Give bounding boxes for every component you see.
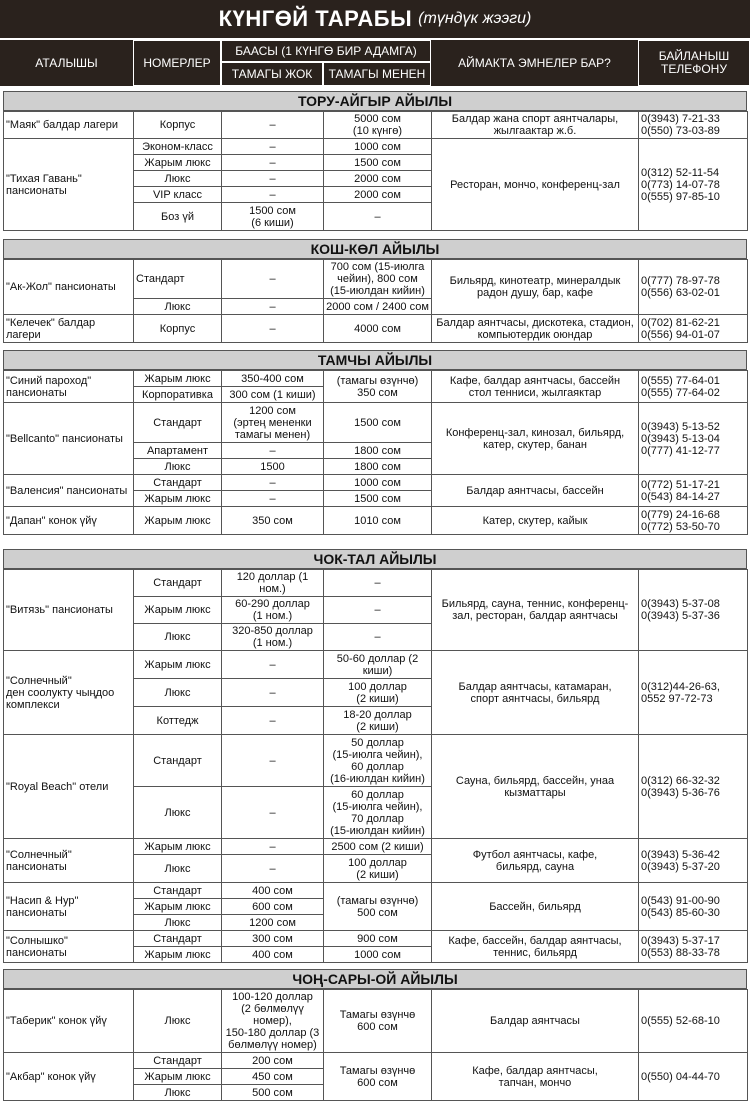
amenities: Кафе, балдар аянтчасы, тапчан, мончо [432,1053,639,1101]
price-no-food: 300 сом (1 киши) [222,387,324,403]
room-type: Стандарт [134,735,222,787]
price-with-food: 1500 сом [324,491,432,507]
section-5 [3,969,747,1101]
header-amenities: АЙМАКТА ЭМНЕЛЕР БАР? [431,40,638,86]
price-with-food: 1000 сом [324,475,432,491]
venue-name: "Тихая Гавань" пансионаты [4,139,134,231]
amenities: Балдар аянтчасы, катамаран, спорт аянтчасы, бильярд [432,651,639,735]
price-with-food: Тамагы өзүнчө 600 сом [324,1053,432,1101]
room-type: Люкс [134,299,222,315]
price-with-food: – [324,597,432,624]
price-with-food: – [324,203,432,231]
contact-phone: 0(3943) 5-37-17 0(553) 88-33-78 [639,931,748,963]
room-type: Стандарт [134,570,222,597]
venue-name: "Дапан" конок үйү [4,507,134,535]
price-with-food: 2000 сом / 2400 сом [324,299,432,315]
section-title: ТОРУ-АЙГЫР АЙЫЛЫ [3,91,747,111]
page-banner [0,0,750,38]
price-with-food: 100 доллар (2 киши) [324,679,432,707]
price-no-food: – [222,787,324,839]
price-with-food: Тамагы өзүнчө 600 сом [324,990,432,1053]
contact-phone: 0(312) 52-11-54 0(773) 14-07-78 0(555) 97-85-10 [639,139,748,231]
table-row [4,839,748,855]
contact-phone: 0(3943) 5-13-52 0(3943) 5-13-04 0(777) 41-12-77 [639,403,748,475]
price-with-food: 5000 сом (10 күнгө) [324,112,432,139]
price-no-food: 300 сом [222,931,324,947]
table-row [4,651,748,679]
venue-name: "Витязь" пансионаты [4,570,134,651]
venue-name: "Валенсия" пансионаты [4,475,134,507]
room-type: Жарым люкс [134,839,222,855]
price-no-food: 400 сом [222,947,324,963]
amenities: Футбол аянтчасы, кафе, бильярд, сауна [432,839,639,883]
price-no-food: 320-850 доллар (1 ном.) [222,624,324,651]
price-no-food: – [222,139,324,155]
price-no-food: 1200 сом [222,915,324,931]
header-with-food: ТАМАГЫ МЕНЕН [323,62,431,86]
room-type: Коттедж [134,707,222,735]
price-with-food: 2000 сом [324,187,432,203]
room-type: Жарым люкс [134,371,222,387]
contact-phone: 0(550) 04-44-70 [639,1053,748,1101]
price-with-food: 1000 сом [324,947,432,963]
price-no-food: 1200 сом (эртең мененки тамагы менен) [222,403,324,443]
section-table [3,111,748,231]
table-row [4,507,748,535]
price-no-food: – [222,187,324,203]
room-type: Люкс [134,679,222,707]
price-with-food: – [324,624,432,651]
venue-name: "Солнечный" пансионаты [4,839,134,883]
table-row [4,315,748,343]
price-with-food: 2500 сом (2 киши) [324,839,432,855]
room-type: Корпус [134,112,222,139]
price-no-food: 350 сом [222,507,324,535]
table-row [4,260,748,299]
table-row [4,112,748,139]
price-with-food: 50-60 доллар (2 киши) [324,651,432,679]
price-with-food: 1010 сом [324,507,432,535]
section-table [3,989,748,1101]
banner-title: КҮНГӨЙ ТАРАБЫ [218,6,413,31]
contact-phone: 0(3943) 5-37-08 0(3943) 5-37-36 [639,570,748,651]
price-no-food: – [222,475,324,491]
amenities: Балдар аянтчасы, дискотека, стадион, компьютердик оюндар [432,315,639,343]
contact-phone: 0(555) 52-68-10 [639,990,748,1053]
table-row [4,931,748,947]
room-type: Эконом-класс [134,139,222,155]
section-title: КОШ-КӨЛ АЙЫЛЫ [3,239,747,259]
room-type: Люкс [134,459,222,475]
price-no-food: – [222,491,324,507]
room-type: Стандарт [134,1053,222,1069]
venue-name: "Синий пароход" пансионаты [4,371,134,403]
price-no-food: 100-120 доллар (2 бөлмөлүү номер), 150-180 доллар (3 бөлмөлүү номер) [222,990,324,1053]
price-with-food: (тамагы өзүнчө) 500 сом [324,883,432,931]
price-no-food: 200 сом [222,1053,324,1069]
header-name: АТАЛЫШЫ [0,40,133,86]
venue-name: "Солнышко" пансионаты [4,931,134,963]
price-no-food: – [222,855,324,883]
price-no-food: – [222,315,324,343]
amenities: Балдар аянтчасы, бассейн [432,475,639,507]
venue-name: "Royal Beach" отели [4,735,134,839]
room-type: Люкс [134,1085,222,1101]
contact-phone: 0(3943) 7-21-33 0(550) 73-03-89 [639,112,748,139]
price-no-food: 450 сом [222,1069,324,1085]
price-with-food: 1000 сом [324,139,432,155]
price-with-food: (тамагы өзүнчө) 350 сом [324,371,432,403]
room-type: Жарым люкс [134,155,222,171]
contact-phone: 0(779) 24-16-68 0(772) 53-50-70 [639,507,748,535]
room-type: Стандарт [134,883,222,899]
table-row [4,475,748,491]
price-with-food: 50 доллар (15-июлга чейин), 60 доллар (16-июлдан кийин) [324,735,432,787]
room-type: Апартамент [134,443,222,459]
venue-name: "Солнечный" ден соолукту чыңдоо комплекси [4,651,134,735]
amenities: Бильярд, сауна, теннис, конференц- зал, ресторан, балдар аянтчасы [432,570,639,651]
amenities: Бассейн, бильярд [432,883,639,931]
price-with-food: 1500 сом [324,155,432,171]
venue-name: "Насип & Нур" пансионаты [4,883,134,931]
amenities: Кафе, балдар аянтчасы, бассейн стол тенниси, жылгаяктар [432,371,639,403]
table-row [4,570,748,597]
amenities: Конференц-зал, кинозал, бильярд, катер, скутер, банан [432,403,639,475]
section-table [3,259,748,343]
price-with-food: 1500 сом [324,403,432,443]
contact-phone: 0(3943) 5-36-42 0(3943) 5-37-20 [639,839,748,883]
price-no-food: – [222,171,324,187]
venue-name: "Таберик" конок үйү [4,990,134,1053]
contact-phone: 0(772) 51-17-21 0(543) 84-14-27 [639,475,748,507]
room-type: Стандарт [134,475,222,491]
section-title: ТАМЧЫ АЙЫЛЫ [3,350,747,370]
price-no-food: – [222,651,324,679]
price-no-food: – [222,155,324,171]
table-row [4,371,748,387]
price-no-food: – [222,112,324,139]
venue-name: "Маяк" балдар лагери [4,112,134,139]
contact-phone: 0(543) 91-00-90 0(543) 85-60-30 [639,883,748,931]
room-type: Люкс [134,624,222,651]
table-row [4,403,748,443]
price-no-food: 600 сом [222,899,324,915]
amenities: Катер, скутер, кайык [432,507,639,535]
room-type: Люкс [134,787,222,839]
room-type: Жарым люкс [134,651,222,679]
section-table [3,569,748,963]
price-with-food: 700 сом (15-июлга чейин), 800 сом (15-июлдан кийин) [324,260,432,299]
contact-phone: 0(555) 77-64-01 0(555) 77-64-02 [639,371,748,403]
section-4 [3,549,747,963]
price-no-food: – [222,707,324,735]
price-no-food: – [222,839,324,855]
price-no-food: – [222,679,324,707]
price-with-food: 2000 сом [324,171,432,187]
section-3 [3,350,747,535]
contact-phone: 0(702) 81-62-21 0(556) 94-01-07 [639,315,748,343]
room-type: Люкс [134,171,222,187]
banner-subtitle: (түндүк жээги) [418,10,532,27]
venue-name: "Келечек" балдар лагери [4,315,134,343]
price-with-food: 1800 сом [324,443,432,459]
amenities: Бильярд, кинотеатр, минералдык радон душу, бар, кафе [432,260,639,315]
price-with-food: 900 сом [324,931,432,947]
room-type: Жарым люкс [134,597,222,624]
contact-phone: 0(777) 78-97-78 0(556) 63-02-01 [639,260,748,315]
amenities: Балдар жана спорт аянтчалары, жылгаактар ж.б. [432,112,639,139]
amenities: Балдар аянтчасы [432,990,639,1053]
room-type: Корпус [134,315,222,343]
price-with-food: – [324,570,432,597]
price-no-food: 350-400 сом [222,371,324,387]
contact-phone: 0(312) 66-32-32 0(3943) 5-36-76 [639,735,748,839]
section-2 [3,239,747,343]
room-type: Люкс [134,990,222,1053]
header-phone: БАЙЛАНЫШ ТЕЛЕФОНУ [638,40,750,86]
price-with-food: 1800 сом [324,459,432,475]
venue-name: "Акбар" конок үйү [4,1053,134,1101]
price-with-food: 4000 сом [324,315,432,343]
header-rooms: НОМЕРЛЕР [133,40,221,86]
venue-name: "Bellcanto" пансионаты [4,403,134,475]
price-no-food: 1500 сом (6 киши) [222,203,324,231]
price-no-food: – [222,735,324,787]
room-type: Стандарт [134,931,222,947]
price-with-food: 60 доллар (15-июлга чейин), 70 доллар (15-июлдан кийин) [324,787,432,839]
room-type: Жарым люкс [134,899,222,915]
room-type: Жарым люкс [134,507,222,535]
room-type: Жарым люкс [134,1069,222,1085]
header-price: БААСЫ (1 КҮНГӨ БИР АДАМГА) [221,40,431,62]
room-type: VIP класс [134,187,222,203]
price-no-food: 500 сом [222,1085,324,1101]
section-table [3,370,748,535]
table-row [4,883,748,899]
section-title: ЧОҢ-САРЫ-ОЙ АЙЫЛЫ [3,969,747,989]
price-no-food: 60-290 доллар (1 ном.) [222,597,324,624]
amenities: Ресторан, мончо, конференц-зал [432,139,639,231]
price-with-food: 18-20 доллар (2 киши) [324,707,432,735]
room-type: Люкс [134,915,222,931]
room-type: Корпоративка [134,387,222,403]
price-no-food: 120 доллар (1 ном.) [222,570,324,597]
venue-name: "Ак-Жол" пансионаты [4,260,134,315]
table-row [4,1053,748,1069]
section-1 [3,91,747,231]
price-no-food: – [222,299,324,315]
contact-phone: 0(312)44-26-63, 0552 97-72-73 [639,651,748,735]
price-no-food: – [222,260,324,299]
amenities: Сауна, бильярд, бассейн, унаа кызматтары [432,735,639,839]
table-row [4,139,748,155]
room-type: Жарым люкс [134,491,222,507]
price-with-food: 100 доллар (2 киши) [324,855,432,883]
room-type: Люкс [134,855,222,883]
amenities: Кафе, бассейн, балдар аянтчасы, теннис, бильярд [432,931,639,963]
table-row [4,990,748,1053]
header-no-food: ТАМАГЫ ЖОК [221,62,323,86]
room-type: Жарым люкс [134,947,222,963]
table-header [0,40,750,86]
price-no-food: 1500 [222,459,324,475]
table-row [4,735,748,787]
room-type: Стандарт [134,403,222,443]
section-title: ЧОК-ТАЛ АЙЫЛЫ [3,549,747,569]
room-type: Стандарт [134,260,222,299]
price-no-food: – [222,443,324,459]
room-type: Боз үй [134,203,222,231]
price-no-food: 400 сом [222,883,324,899]
